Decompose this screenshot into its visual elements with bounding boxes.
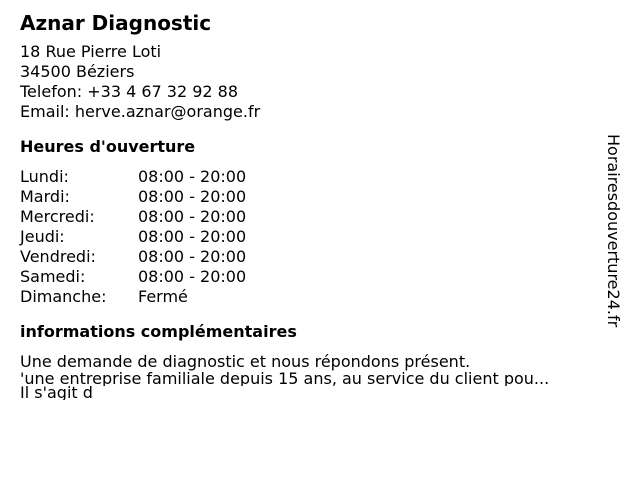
hours-row-tuesday [20,187,600,207]
address-block [20,42,600,122]
hours-heading: Heures d'ouverture [20,137,196,156]
info-line: 'une entreprise familiale depuis 15 ans, au service du client pou... [20,372,550,386]
additional-info-heading: informations complémentaires [20,322,297,341]
hours-row-sunday [20,287,600,307]
day-label: Vendredi: [20,247,96,266]
day-label: Jeudi: [20,227,65,246]
hours-row-friday [20,247,600,267]
hours-table [20,167,600,307]
additional-info-text [20,352,600,400]
day-hours: Fermé [138,287,188,306]
site-watermark: Horairesdouverture24.fr [604,134,623,328]
phone-number: Telefon: +33 4 67 32 92 88 [20,82,239,101]
day-hours: 08:00 - 20:00 [138,187,247,206]
day-label: Dimanche: [20,287,107,306]
day-hours: 08:00 - 20:00 [138,247,247,266]
business-name: Aznar Diagnostic [20,11,212,35]
day-hours: 08:00 - 20:00 [138,207,247,226]
hours-row-saturday [20,267,600,287]
hours-row-thursday [20,227,600,247]
day-label: Samedi: [20,267,86,286]
day-label: Mardi: [20,187,70,206]
city-address: 34500 Béziers [20,62,135,81]
day-hours: 08:00 - 20:00 [138,267,247,286]
hours-row-monday [20,167,600,187]
day-label: Mercredi: [20,207,95,226]
day-label: Lundi: [20,167,69,186]
hours-row-wednesday [20,207,600,227]
day-hours: 08:00 - 20:00 [138,167,247,186]
info-line: Il s'agit d [20,386,93,400]
day-hours: 08:00 - 20:00 [138,227,247,246]
info-line: Une demande de diagnostic et nous répondons présent. [20,352,471,371]
business-card [20,10,600,400]
street-address: 18 Rue Pierre Loti [20,42,162,61]
email-address: Email: herve.aznar@orange.fr [20,102,261,121]
